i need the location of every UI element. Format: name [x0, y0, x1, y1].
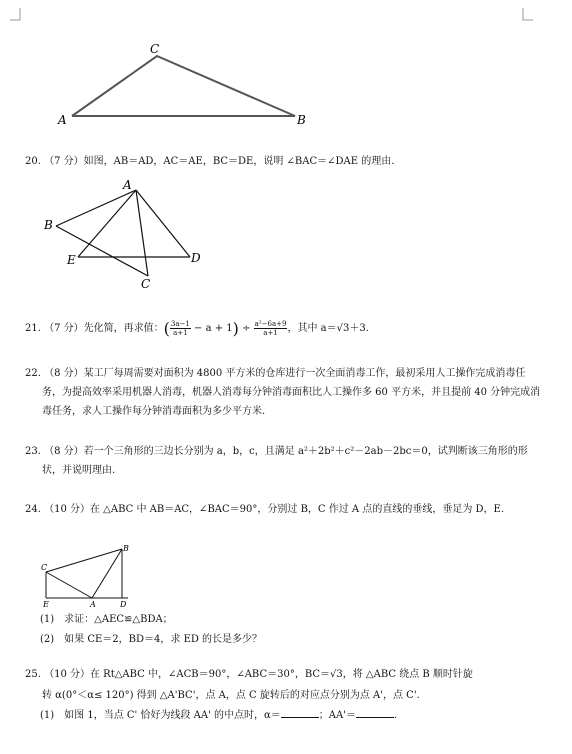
- q20-label-a: A: [123, 178, 132, 192]
- fig19-label-b: B: [297, 113, 306, 127]
- question-24-part-2: (2) 如果 CE＝2，BD＝4，求 ED 的长是多少？: [40, 634, 263, 645]
- figure-q24: [40, 543, 140, 609]
- q21-prefix: 21. （7 分）先化简，再求值：: [25, 323, 164, 334]
- crop-marks: [0, 0, 572, 30]
- question-20: 20. （7 分）如图，AB＝AD，AC＝AE，BC＝DE，说明 ∠BAC＝∠DAE 的理由.: [25, 156, 395, 167]
- question-25-line-1: 25. （10 分）在 Rt△ABC 中，∠ACB＝90°，∠ABC＝30°，BC＝√3，将 △ABC 绕点 B 顺时针旋: [25, 669, 473, 680]
- triangle-figure-abc: [50, 40, 320, 135]
- question-22: 22. （8 分）某工厂每周需要对面积为 4800 平方米的仓库进行一次全面消毒工作，最初采用人工操作完成消毒任务，为提高效率采用机器人消毒，机器人消毒每分钟消毒面积比人工操作多 60 平方米，并且提前 40 分钟完成消毒任务，求人工操作每分钟消毒面积为多少平方米.: [25, 368, 541, 417]
- question-25-line-2: 转 α(0°＜α≤ 120°) 得到 △A'BC'，点 A，点 C 旋转后的对应点分别为点 A'，点 C'.: [42, 690, 420, 701]
- figure-q20: [40, 178, 210, 290]
- question-23: 23. （8 分）若一个三角形的三边长分别为 a，b，c，且满足 a²＋2b²＋c²－2ab－2bc＝0，试判断该三角形的形状，并说明理由.: [25, 446, 528, 476]
- answer-blank-alpha[interactable]: [281, 707, 319, 718]
- q21-mid: − a + 1: [194, 323, 233, 334]
- q21-fraction-2: $\frac{\text{a²−6a+9}}{a+1}$: [254, 320, 287, 337]
- q24-label-a: A: [90, 600, 96, 609]
- q20-label-b: B: [44, 218, 53, 232]
- q24-label-e: E: [43, 600, 49, 609]
- fig19-label-a: A: [58, 113, 67, 127]
- q21-fraction-1: $\frac{3a-1}{a+1}$: [170, 320, 190, 337]
- question-25-part-1: (1) 如图 1，当点 C' 恰好为线段 AA' 的中点时，α＝ ；AA'＝ .: [40, 706, 542, 725]
- q20-label-e: E: [67, 253, 76, 267]
- q20-label-d: D: [191, 251, 201, 265]
- q24-label-c: C: [41, 563, 48, 572]
- q24-label-b: B: [123, 544, 129, 553]
- q21-suffix: ，其中 a＝√3＋3.: [287, 323, 369, 334]
- answer-blank-aa[interactable]: [356, 707, 394, 718]
- fig19-label-c: C: [150, 42, 160, 56]
- q24-label-d: D: [120, 600, 127, 609]
- question-24-part-1: (1) 求证：△AEC≌△BDA；: [40, 614, 173, 625]
- q21-div: ÷: [242, 323, 251, 334]
- question-21: 21. （7 分）先化简，再求值：( $\frac{3a-1}{a+1}$ − a + 1) ÷ $\frac{\text{a²−6a+9}}{a+1}$ ，其中 a＝√3＋3.: [25, 319, 369, 338]
- question-24: 24. （10 分）在 △ABC 中 AB＝AC，∠BAC＝90°，分别过 B，C 作过 A 点的直线的垂线，垂足为 D，E.: [25, 504, 504, 515]
- q20-label-c: C: [141, 277, 151, 290]
